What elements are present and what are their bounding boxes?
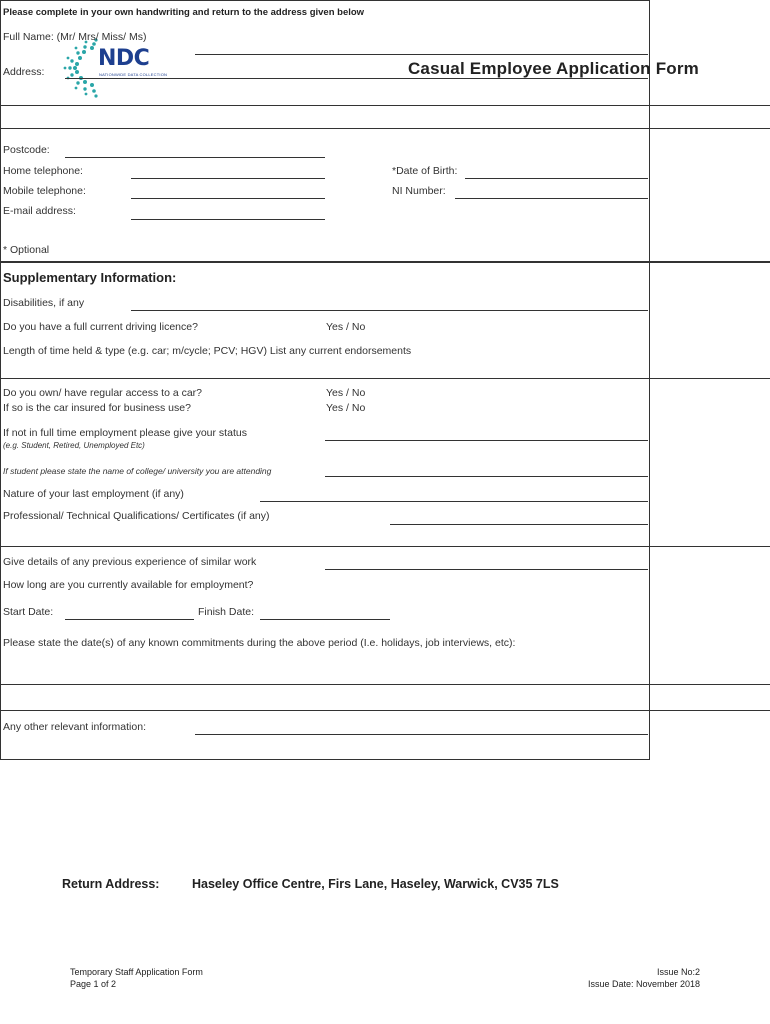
footer-form-name: Temporary Staff Application Form xyxy=(70,967,203,977)
address-line-2-field[interactable] xyxy=(0,128,770,129)
footer-page-number: Page 1 of 2 xyxy=(70,979,117,989)
own-car-answer[interactable]: Yes / No xyxy=(326,387,366,399)
ni-number-label: NI Number: xyxy=(392,185,446,197)
insured-label: If so is the car insured for business use? xyxy=(3,402,191,414)
disabilities-label: Disabilities, if any xyxy=(3,297,85,309)
insured-answer[interactable]: Yes / No xyxy=(326,402,366,414)
address-line-1-field[interactable] xyxy=(65,78,648,79)
home-telephone-label: Home telephone: xyxy=(3,165,83,177)
last-employment-label: Nature of your last employment (if any) xyxy=(3,488,184,500)
supplementary-heading: Supplementary Information: xyxy=(3,270,177,285)
college-field[interactable] xyxy=(325,476,648,477)
status-examples: (e.g. Student, Retired, Unemployed Etc) xyxy=(3,441,145,450)
availability-label: How long are you currently available for employment? xyxy=(3,579,254,591)
college-label: If student please state the name of college/ university you are attending xyxy=(3,466,272,476)
footer-issue-date: Issue Date: November 2018 xyxy=(587,979,700,989)
driving-licence-label: Do you have a full current driving licence? xyxy=(3,321,198,333)
driving-licence-answer[interactable]: Yes / No xyxy=(326,321,366,333)
own-car-label: Do you own/ have regular access to a car? xyxy=(3,387,203,399)
qualifications-label: Professional/ Technical Qualifications/ Certificates (if any) xyxy=(3,510,270,522)
section-divider xyxy=(0,261,770,263)
divider xyxy=(0,105,770,106)
postcode-field[interactable] xyxy=(65,157,325,158)
date-of-birth-label: *Date of Birth: xyxy=(392,165,458,177)
postcode-label: Postcode: xyxy=(3,144,50,156)
footer-right xyxy=(588,966,700,990)
ni-number-field[interactable] xyxy=(455,198,648,199)
commitments-field[interactable] xyxy=(0,684,770,685)
commitments-extra-field[interactable] xyxy=(0,710,770,711)
page-title: Casual Employee Application Form xyxy=(407,59,699,78)
logo-subtitle: NATIONWIDE DATA COLLECTION xyxy=(99,72,168,77)
mobile-telephone-label: Mobile telephone: xyxy=(3,185,86,197)
footer-left xyxy=(70,966,203,990)
last-employment-field[interactable] xyxy=(260,501,648,502)
disabilities-field[interactable] xyxy=(131,310,648,311)
length-held-field[interactable] xyxy=(0,378,770,379)
optional-note: * Optional xyxy=(3,244,50,256)
logo-text: NDC xyxy=(98,46,150,71)
home-telephone-field[interactable] xyxy=(131,178,325,179)
mobile-telephone-field[interactable] xyxy=(131,198,325,199)
status-label: If not in full time employment please give your status xyxy=(3,427,247,439)
start-date-label: Start Date: xyxy=(3,606,54,618)
other-info-label: Any other relevant information: xyxy=(3,721,146,733)
commitments-label: Please state the date(s) of any known commitments during the above period (I.e. holidays, job interviews, etc): xyxy=(3,637,516,649)
qualifications-field[interactable] xyxy=(390,524,648,525)
email-field[interactable] xyxy=(131,219,325,220)
length-held-label: Length of time held & type (e.g. car; m/cycle; PCV; HGV) List any current endorsements xyxy=(3,345,412,357)
return-address-value: Haseley Office Centre, Firs Lane, Haseley, Warwick, CV35 7LS xyxy=(192,877,559,891)
previous-experience-field[interactable] xyxy=(325,569,648,570)
other-info-field[interactable] xyxy=(195,734,648,735)
full-name-field[interactable] xyxy=(195,54,648,55)
finish-date-field[interactable] xyxy=(260,619,390,620)
date-of-birth-field[interactable] xyxy=(465,178,648,179)
status-field[interactable] xyxy=(325,440,648,441)
qualifications-extra-field[interactable] xyxy=(0,546,770,547)
finish-date-label: Finish Date: xyxy=(198,606,255,618)
start-date-field[interactable] xyxy=(65,619,194,620)
footer-issue-number: Issue No:2 xyxy=(656,967,700,977)
previous-experience-label: Give details of any previous experience of similar work xyxy=(3,556,257,568)
address-label: Address: xyxy=(3,66,45,78)
full-name-label: Full Name: (Mr/ Mrs/ Miss/ Ms) xyxy=(3,31,147,43)
instruction-text: Please complete in your own handwriting and return to the address given below xyxy=(3,7,365,18)
return-address-label: Return Address: xyxy=(62,877,160,891)
email-label: E-mail address: xyxy=(3,205,76,217)
